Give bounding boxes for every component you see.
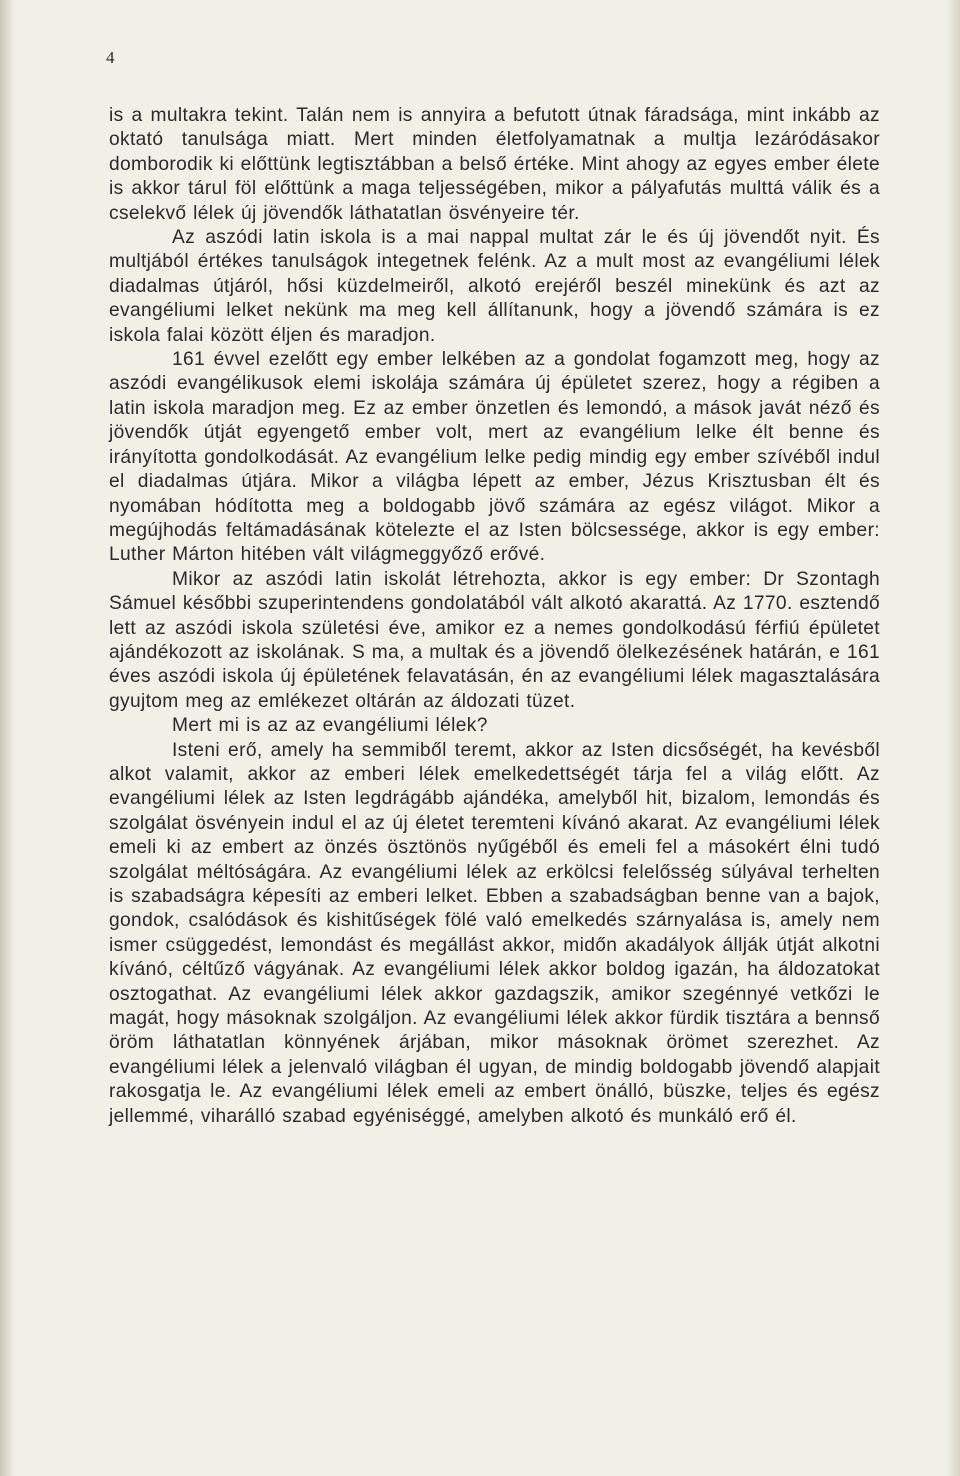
paragraph: Mikor az aszódi latin iskolát létrehozta, akkor is egy ember: Dr Szontagh Sámuel későbbi szuperintendens gondolatából vált alkotó akarattá. Az 1770. esztendő lett az aszódi iskola születési éve, amikor ez a nemes gondolkodású férfiú épületet ajándékozott az iskolának. S ma, a multak és a jövendő ölelkezésének határán, e 161 éves aszódi iskola új épületének felavatásán, én az evangéliumi lélek magasztalására gyujtom meg az emlékezet oltárán az áldozati tüzet.: [109, 568, 880, 712]
paragraph: is a multakra tekint. Talán nem is annyira a befutott útnak fáradsága, mint inkább az oktató tanulsága miatt. Mert minden életfolyamatnak a multja lezáródásakor domborodik ki előttünk legtisztábban a belső értéke. Mint ahogy az egyes ember élete is akkor tárul föl előttünk a maga teljességében, mikor a pályafutás multtá válik és a cselekvő lélek új jövendők láthatatlan ösvényeire tér.: [109, 105, 880, 224]
page-number: 4: [106, 48, 115, 67]
body-text: [109, 104, 880, 1129]
paragraph: Az aszódi latin iskola is a mai nappal multat zár le és új jövendőt nyit. És multjából értékes tanulságok integetnek felénk. Az a mult most az evangéliumi lélek diadalmas útjáról, hősi küzdelmeiről, alkotó erejéről beszél minekünk és azt az evangéliumi lelket nekünk ma meg kell állítanunk, hogy a jövendő számára is ez iskola falai között éljen és maradjon.: [109, 227, 880, 346]
paragraph: 161 évvel ezelőtt egy ember lelkében az a gondolat fogamzott meg, hogy az aszódi evangélikusok elemi iskolája számára új épületet szerez, hogy a régiben a latin iskola maradjon meg. Ez az ember önzetlen és lemondó, a mások javát néző és jövendők útját egyengető ember volt, mert az evangélium lelke élt benne és irányította gondolkodását. Az evangélium lelke pedig mindig egy ember szívéből indul el diadalmas útjára. Mikor a világba lépett az ember, Jézus Krisztusban élt és nyomában hódította meg a boldogabb jövő számára az egész világot. Mikor a megújhodás feltámadásának kötelezte el az Isten bölcsessége, akkor is egy ember: Luther Márton hitében vált világmeggyőző erővé.: [109, 349, 880, 566]
paragraph: Mert mi is az az evangéliumi lélek?: [172, 715, 488, 737]
paragraph: Isteni erő, amely ha semmiből teremt, akkor az Isten dicsőségét, ha kevésből alkot valamit, akkor az emberi lélek emelkedettségét tárja fel a világ előtt. Az evangéliumi lélek az Isten legdrágább ajándéka, amelyből hit, bizalom, lemondás és szolgálat ösvényein indul el az új életet teremteni kívánó akarat. Az evangéliumi lélek emeli ki az embert az önzés ösztönös nyűgéből és emeli fel a másokért élni tudó szolgálat méltóságára. Az evangéliumi lélek az erkölcsi felelősség súlyával terhelten is szabadságra képesíti az emberi lelket. Ebben a szabadságban benne van a bajok, gondok, csalódások és kishitűségek fölé való emelkedés szárnyalása is, amely nem ismer csüggedést, lemondást és megállást akkor, midőn akadályok állják útját alkotni kívánó, céltűző vágyának. Az evangéliumi lélek akkor boldog igazán, ha áldozatokat osztogathat. Az evangéliumi lélek akkor gazdagszik, amikor szegénnyé vetkőzi le magát, hogy másoknak szolgáljon. Az evangéliumi lélek akkor fürdik tisztára a bennső öröm láthatatlan könnyének árjában, mikor másoknak örömet szerezhet. Az evangéliumi lélek a jelenvaló világban él ugyan, de mindig boldogabb jövendő alapjait rakosgatja le. Az evangéliumi lélek emeli az embert önálló, büszke, teljes és egész jellemmé, viharálló szabad egyéniséggé, amelyben alkotó és munkáló erő él.: [109, 739, 880, 1127]
